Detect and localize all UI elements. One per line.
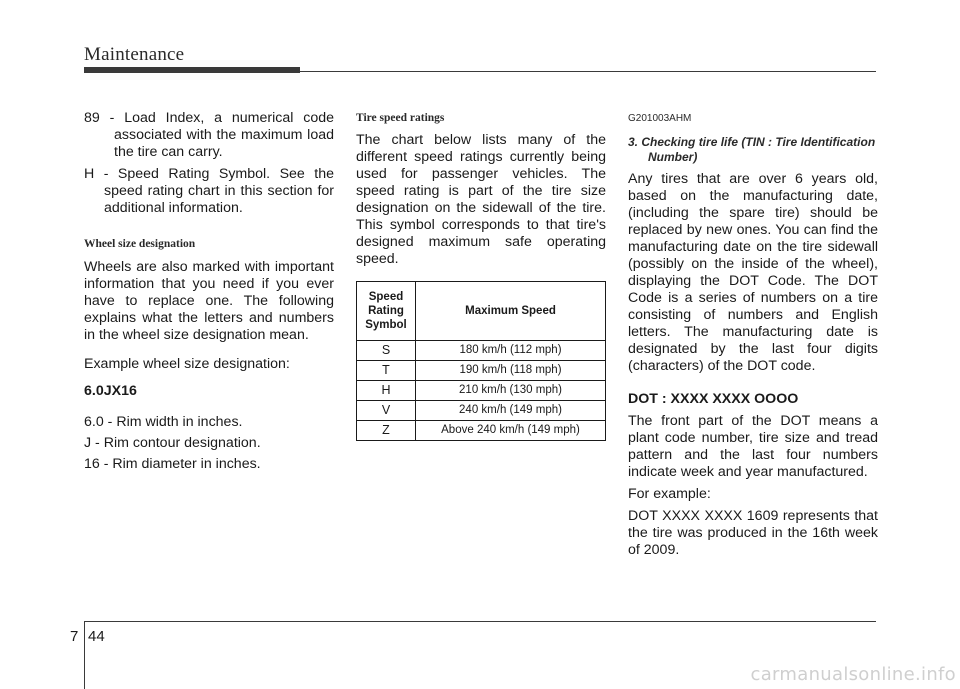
tin-subheading: 3. Checking tire life (TIN : Tire Identification Number) — [628, 135, 876, 164]
table-cell-symbol: T — [357, 361, 416, 381]
example-label: Example wheel size designation: — [84, 356, 290, 372]
dot-example-paragraph: DOT XXXX XXXX 1609 represents that the tire was produced in the 16th week of 2009. — [628, 508, 878, 558]
table-cell-speed: 240 km/h (149 mph) — [416, 401, 606, 421]
table-header-speed: Maximum Speed — [416, 282, 606, 341]
footer-rule — [84, 621, 876, 622]
rim-width-def: 6.0 - Rim width in inches. — [84, 414, 243, 430]
page-header-title: Maintenance — [84, 44, 185, 65]
for-example-label: For example: — [628, 486, 711, 502]
table-row — [357, 381, 606, 401]
watermark-text: carmanualsonline.info — [750, 664, 956, 685]
column-right — [628, 110, 878, 559]
column-left — [84, 110, 334, 473]
dot-code-line: DOT : XXXX XXXX OOOO — [628, 391, 799, 407]
table-cell-speed: Above 240 km/h (149 mph) — [416, 421, 606, 441]
chapter-number: 7 — [70, 628, 79, 645]
wheel-size-heading: Wheel size designation — [84, 238, 196, 250]
column-middle — [356, 110, 606, 441]
header-rule-thin — [300, 71, 876, 72]
table-cell-speed: 190 km/h (118 mph) — [416, 361, 606, 381]
tire-speed-heading: Tire speed ratings — [356, 112, 445, 124]
table-row — [357, 361, 606, 381]
dot-explanation-paragraph: The front part of the DOT means a plant code number, tire size and tread pattern and the last four numbers indicate week and year manufactured. — [628, 413, 878, 480]
section-code: G201003AHM — [628, 113, 692, 124]
table-cell-speed: 180 km/h (112 mph) — [416, 341, 606, 361]
table-header-row — [357, 282, 606, 341]
tire-speed-paragraph: The chart below lists many of the different speed ratings currently being used for passenger vehicles. The speed rating is part of the tire size designation on the sidewall of the tire. This symbol corresponds to that tire's designed maximum safe operating speed. — [356, 132, 606, 267]
rim-diameter-def: 16 - Rim diameter in inches. — [84, 456, 261, 472]
table-cell-symbol: S — [357, 341, 416, 361]
table-header-symbol: Speed Rating Symbol — [357, 282, 416, 341]
header-rule-dark — [84, 67, 300, 73]
rim-contour-def: J - Rim contour designation. — [84, 435, 261, 451]
tire-age-paragraph: Any tires that are over 6 years old, based on the manufacturing date, (including the spare tire) should be replaced by new ones. You can find the manufacturing date on the tire sidewall (possibly on the inside of the wheel), displaying the DOT Code. The DOT Code is a series of numbers on a tire consisting of numbers and English letters. The manufacturing date is designated by the last four digits (characters) of the DOT code. — [628, 171, 878, 374]
table-row — [357, 421, 606, 441]
example-code: 6.0JX16 — [84, 383, 137, 399]
speed-rating-symbol-item: H - Speed Rating Symbol. See the speed rating chart in this section for additional information. — [84, 166, 334, 216]
table-cell-symbol: Z — [357, 421, 416, 441]
table-cell-symbol: V — [357, 401, 416, 421]
table-row — [357, 401, 606, 421]
table-cell-symbol: H — [357, 381, 416, 401]
speed-rating-table — [356, 281, 606, 441]
table-cell-speed: 210 km/h (130 mph) — [416, 381, 606, 401]
table-row — [357, 341, 606, 361]
page-number: 44 — [88, 628, 105, 645]
footer-divider — [84, 622, 85, 689]
wheel-size-paragraph: Wheels are also marked with important information that you need if you ever have to replace one. The following explains what the letters and numbers in the wheel size designation mean. — [84, 259, 334, 343]
load-index-item: 89 - Load Index, a numerical code associated with the maximum load the tire can carry. — [84, 110, 334, 160]
